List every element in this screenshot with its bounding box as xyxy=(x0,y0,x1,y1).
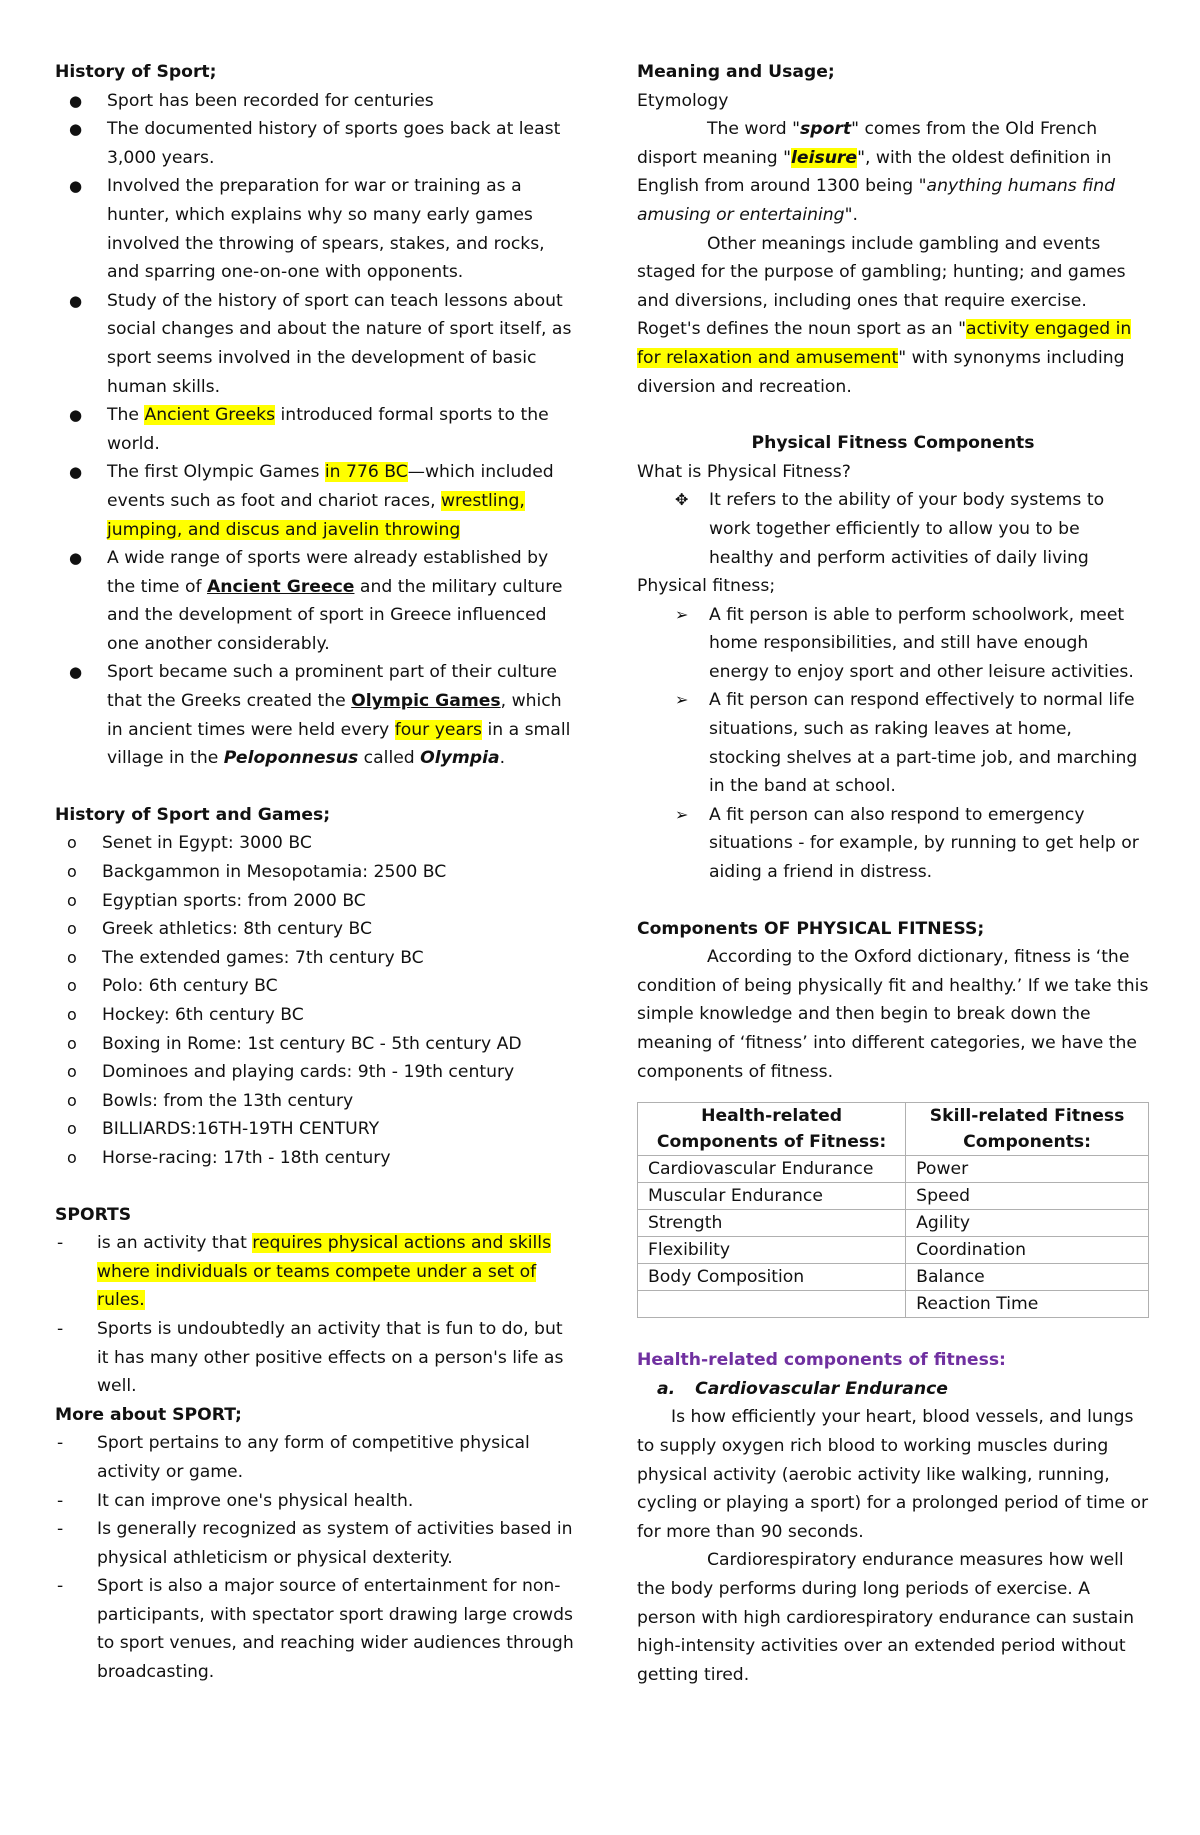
circle-bullet-icon: o xyxy=(67,1005,77,1024)
table-cell: Balance xyxy=(906,1264,1149,1291)
list-item: ● Study of the history of sport can teach lessons about social changes and about the nature of sport itself, as sport seems involved in the development of basic human skills. xyxy=(55,287,575,401)
arrow-bullet-icon: ➢ xyxy=(675,690,689,710)
circle-bullet-icon: o xyxy=(67,976,77,996)
emphasis-text: Ancient Greece xyxy=(207,576,355,597)
history-list xyxy=(55,87,575,773)
list-item: ● Sport has been recorded for centuries xyxy=(55,87,575,116)
circle-bullet-icon: o xyxy=(67,833,77,853)
highlighted-text: leisure xyxy=(791,147,858,168)
list-item: - Sport is also a major source of entertainment for non-participants, with spectator sport drawing large crowds to sport venues, and reaching wider audiences through broadcasting. xyxy=(55,1572,575,1686)
history-heading: History of Sport; xyxy=(55,62,217,82)
right-column xyxy=(637,58,1149,1689)
list-item: o Greek athletics: 8th century BC xyxy=(55,915,575,944)
highlighted-text: four years xyxy=(394,719,482,740)
list-item: ● The first Olympic Games in 776 BC—which included events such as foot and chariot races, wrestling, jumping, and discus and javelin throwing xyxy=(55,458,575,544)
list-item: o Horse-racing: 17th - 18th century xyxy=(55,1144,575,1173)
circle-bullet-icon: o xyxy=(67,947,77,967)
highlighted-text: Ancient Greeks xyxy=(144,405,276,426)
table-cell: Flexibility xyxy=(638,1237,906,1264)
dash-bullet-icon: - xyxy=(57,1233,64,1254)
highlighted-text: wrestling, jumping, and discus and javelin throwing xyxy=(107,490,525,540)
list-item: o Senet in Egypt: 3000 BC xyxy=(55,829,575,858)
table-header-row xyxy=(638,1103,1149,1156)
circle-bullet-icon: o xyxy=(67,1119,77,1139)
list-item: o Egyptian sports: from 2000 BC xyxy=(55,887,575,916)
cardio-subheading xyxy=(637,1375,1149,1404)
games-list xyxy=(55,829,575,1172)
list-item: - Sport pertains to any form of competitive physical activity or game. xyxy=(55,1429,575,1486)
pfc-definition-list xyxy=(637,486,1149,572)
emphasis-text: Olympic Games xyxy=(351,691,501,712)
list-item: - Sports is undoubtedly an activity that is fun to do, but it has many other positive effects on a person's life as well. xyxy=(55,1315,575,1401)
arrow-bullet-icon: ➢ xyxy=(675,804,689,824)
list-item: o Backgammon in Mesopotamia: 2500 BC xyxy=(55,858,575,887)
bullet-icon: ● xyxy=(69,663,83,682)
list-item: - Is generally recognized as system of activities based in physical athleticism or physical dexterity. xyxy=(55,1515,575,1572)
bullet-icon: ● xyxy=(69,463,83,482)
list-item: ✥ It refers to the ability of your body systems to work together efficiently to allow you to be healthy and perform activities of daily living xyxy=(637,486,1149,572)
fitness-components-table xyxy=(637,1102,1149,1318)
dash-bullet-icon: - xyxy=(57,1519,64,1540)
sports-list xyxy=(55,1229,575,1401)
bullet-icon: ● xyxy=(69,177,83,196)
table-header: Skill-related Fitness Components: xyxy=(906,1103,1149,1156)
list-item: - is an activity that requires physical actions and skills where individuals or teams compete under a set of rules. xyxy=(55,1229,575,1315)
highlighted-text: in 776 BC xyxy=(324,462,408,483)
circle-bullet-icon: o xyxy=(67,890,77,910)
bullet-icon: ● xyxy=(69,120,83,139)
highlighted-text: activity engaged in for relaxation and amusement xyxy=(637,319,1132,368)
list-item: ➢ A fit person can also respond to emergency situations - for example, by running to get help or aiding a friend in distress. xyxy=(637,801,1149,887)
diamond-star-icon: ✥ xyxy=(675,490,689,510)
emphasis-text: sport xyxy=(800,119,852,140)
etymology-label: Etymology xyxy=(637,90,729,111)
circle-bullet-icon: o xyxy=(67,1033,77,1053)
bullet-icon: ● xyxy=(69,291,83,310)
cardio-paragraph: Is how efficiently your heart, blood vessels, and lungs to supply oxygen rich blood to working muscles during physical activity (aerobic activity like walking, running, cycling or playing a sport) for a prolonged period of time or for more than 90 seconds. xyxy=(637,1407,1149,1542)
pfc-question: What is Physical Fitness? xyxy=(637,461,851,482)
table-cell xyxy=(638,1291,906,1318)
table-row xyxy=(638,1210,1149,1237)
table-cell: Coordination xyxy=(906,1237,1149,1264)
circle-bullet-icon: o xyxy=(67,919,77,939)
list-item: o Bowls: from the 13th century xyxy=(55,1087,575,1116)
spacer xyxy=(637,1318,1149,1346)
table-header: Health-related Components of Fitness: xyxy=(638,1103,906,1156)
list-item: ● The Ancient Greeks introduced formal sports to the world. xyxy=(55,401,575,458)
circle-bullet-icon: o xyxy=(67,1147,77,1167)
dash-bullet-icon: - xyxy=(57,1576,64,1597)
cardiorespiratory-paragraph: Cardiorespiratory endurance measures how well the body performs during long periods of exercise. A person with high cardiorespiratory endurance can sustain high-intensity activities over an extended period without getting tired. xyxy=(637,1550,1134,1685)
list-item: o The extended games: 7th century BC xyxy=(55,944,575,973)
spacer xyxy=(55,773,575,801)
list-item: o BILLIARDS:16TH-19TH CENTURY xyxy=(55,1115,575,1144)
more-heading: More about SPORT; xyxy=(55,1404,242,1425)
emphasis-text: Olympia xyxy=(420,748,500,769)
pfc-label: Physical fitness; xyxy=(637,576,776,597)
table-row xyxy=(638,1237,1149,1264)
emphasis-text: Peloponnesus xyxy=(223,748,359,769)
pfc-heading: Physical Fitness Components xyxy=(751,433,1035,454)
meanings-paragraph: Other meanings include gambling and events staged for the purpose of gambling; hunting; and games and diversions, including ones that require exercise. Roget's defines the noun sport as an "activity engaged in for relaxation and amusement" with synonyms including diversion and recreation. xyxy=(637,233,1132,397)
table-row xyxy=(638,1264,1149,1291)
table-cell: Strength xyxy=(638,1210,906,1237)
circle-bullet-icon: o xyxy=(67,1090,77,1110)
table-row xyxy=(638,1183,1149,1210)
list-item: ● Sport became such a prominent part of their culture that the Greeks created the Olympic Games, which in ancient times were held every four years in a small village in the Peloponnesus called Olympia. xyxy=(55,658,575,772)
table-cell: Reaction Time xyxy=(906,1291,1149,1318)
list-item: ● The documented history of sports goes back at least 3,000 years. xyxy=(55,115,575,172)
list-item: o Hockey: 6th century BC xyxy=(55,1001,575,1030)
left-column xyxy=(55,58,575,1687)
circle-bullet-icon: o xyxy=(67,1062,77,1082)
table-cell: Power xyxy=(906,1156,1149,1183)
table-cell: Muscular Endurance xyxy=(638,1183,906,1210)
highlighted-text: requires physical actions and skills where individuals or teams compete under a set of rules. xyxy=(97,1233,552,1311)
circle-bullet-icon: o xyxy=(67,862,77,882)
table-row xyxy=(638,1291,1149,1318)
table-cell: Speed xyxy=(906,1183,1149,1210)
list-item: o Dominoes and playing cards: 9th - 19th century xyxy=(55,1058,575,1087)
table-cell: Body Composition xyxy=(638,1264,906,1291)
components-heading: Components OF PHYSICAL FITNESS; xyxy=(637,918,985,939)
subheading-marker: a. xyxy=(657,1378,676,1399)
table-cell: Agility xyxy=(906,1210,1149,1237)
dash-bullet-icon: - xyxy=(57,1433,64,1454)
sports-heading: SPORTS xyxy=(55,1204,132,1225)
arrow-bullet-icon: ➢ xyxy=(675,604,689,624)
subheading-title: Cardiovascular Endurance xyxy=(695,1378,948,1399)
spacer xyxy=(637,401,1149,429)
health-heading: Health-related components of fitness: xyxy=(637,1350,1006,1371)
list-item: o Polo: 6th century BC xyxy=(55,972,575,1001)
table-cell: Cardiovascular Endurance xyxy=(638,1156,906,1183)
list-item: ➢ A fit person can respond effectively to normal life situations, such as raking leaves at home, stocking shelves at a part-time job, and marching in the band at school. xyxy=(637,686,1149,800)
meaning-heading: Meaning and Usage; xyxy=(637,62,835,82)
list-item: ➢ A fit person is able to perform schoolwork, meet home responsibilities, and still have enough energy to enjoy sport and other leisure activities. xyxy=(637,601,1149,687)
list-item: - It can improve one's physical health. xyxy=(55,1487,575,1516)
table-row xyxy=(638,1156,1149,1183)
bullet-icon: ● xyxy=(69,91,83,110)
etymology-paragraph: The word "sport" comes from the Old French disport meaning "leisure", with the oldest definition in English from around 1300 being "anything humans find amusing or entertaining". xyxy=(637,119,1116,225)
dash-bullet-icon: - xyxy=(57,1318,64,1339)
pfc-points-list xyxy=(637,601,1149,887)
components-paragraph: According to the Oxford dictionary, fitness is ‘the condition of being physically fit and healthy.’ If we take this simple knowledge and then begin to break down the meaning of ‘fitness’ into different categories, we have the components of fitness. xyxy=(637,947,1149,1082)
more-list xyxy=(55,1429,575,1686)
emphasis-text: anything humans find amusing or entertaining xyxy=(637,176,1116,225)
bullet-icon: ● xyxy=(69,549,83,568)
spacer xyxy=(55,1173,575,1201)
list-item: o Boxing in Rome: 1st century BC - 5th century AD xyxy=(55,1030,575,1059)
list-item: ● A wide range of sports were already established by the time of Ancient Greece and the military culture and the development of sport in Greece influenced one another considerably. xyxy=(55,544,575,658)
bullet-icon: ● xyxy=(69,406,83,425)
games-heading: History of Sport and Games; xyxy=(55,804,331,825)
dash-bullet-icon: - xyxy=(57,1490,64,1511)
list-item: ● Involved the preparation for war or training as a hunter, which explains why so many early games involved the throwing of spears, stakes, and rocks, and sparring one-on-one with opponents. xyxy=(55,172,575,286)
spacer xyxy=(637,887,1149,915)
